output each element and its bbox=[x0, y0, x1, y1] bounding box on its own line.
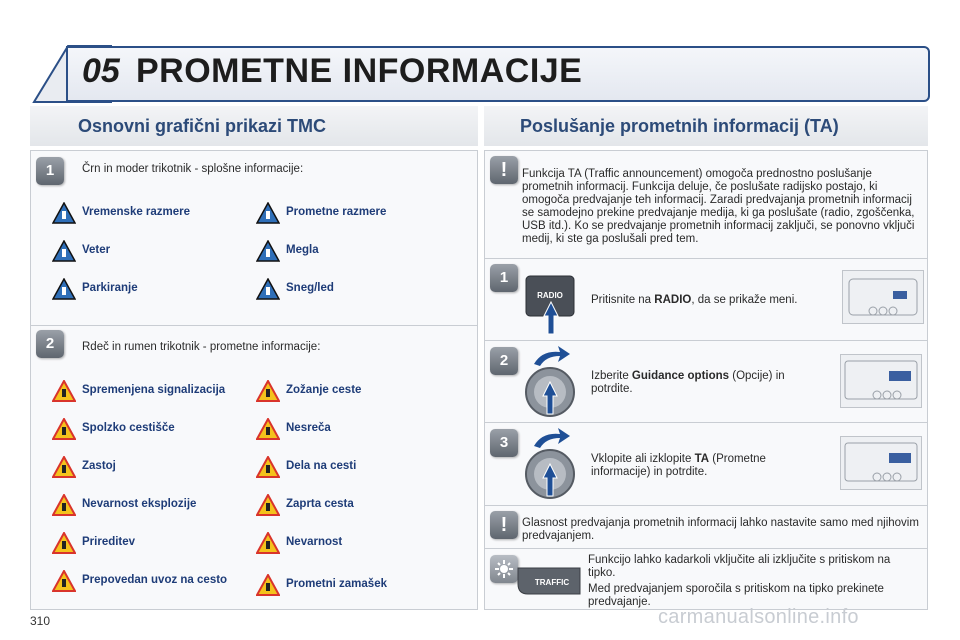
step-badge-2: 2 bbox=[36, 330, 64, 358]
sign-label: Prepovedan uvoz na cesto bbox=[82, 574, 228, 586]
accident-sign-icon bbox=[256, 418, 280, 440]
info-sign-icon bbox=[256, 202, 280, 224]
weather-sign-icon bbox=[52, 202, 76, 224]
ta-step-badge-1: 1 bbox=[490, 264, 518, 292]
ta-divider bbox=[484, 340, 928, 341]
sign-label: Spolzko cestišče bbox=[82, 422, 175, 434]
traffic-jam-sign-icon bbox=[52, 456, 76, 478]
sign-label: Prireditev bbox=[82, 536, 136, 548]
explosion-sign-icon bbox=[52, 494, 76, 516]
signal-change-sign-icon bbox=[52, 380, 76, 402]
ta-step-badge-2: 2 bbox=[490, 347, 518, 375]
traffic-text-2: Med predvajanjem sporočila s pritiskom na tipko prekinete predvajanje. bbox=[588, 583, 884, 608]
no-entry-sign-icon bbox=[52, 570, 76, 592]
dashboard-thumbnail bbox=[842, 270, 924, 324]
group1-intro: Črn in moder trikotnik - splošne informacije: bbox=[82, 163, 304, 175]
traffic-text-1: Funkcijo lahko kadarkoli vključite ali izključite s pritiskom na tipko. bbox=[588, 554, 891, 579]
road-narrowing-sign-icon bbox=[256, 380, 280, 402]
ta-divider bbox=[484, 422, 928, 423]
slippery-road-sign-icon bbox=[52, 418, 76, 440]
parking-sign-icon bbox=[52, 278, 76, 300]
ta-description: Funkcija TA (Traffic announcement) omogoča prednostno poslušanje prometnih informacij. Funkcija deluje, če poslušate radijsko postajo, ki omogoča predvajanje teh informacij. Zaradi predvajanja prometnih informacij se samodejno prekine predvajanje medija, ki ga poslušate (radio, zgoščenka, USB itd.). Ko se predvajanje prometnih informacij zaključi, se ponovno vključi medij, ki ste ga poslušali pred tem. bbox=[522, 168, 915, 245]
event-sign-icon bbox=[52, 532, 76, 554]
sign-label: Spremenjena signalizacija bbox=[82, 384, 226, 396]
page-number: 310 bbox=[30, 614, 51, 628]
ta-step-1-text: Pritisnite na RADIO, da se prikaže meni. bbox=[591, 294, 798, 306]
road-closed-sign-icon bbox=[256, 494, 280, 516]
ta-divider bbox=[484, 258, 928, 259]
sign-label: Sneg/led bbox=[286, 282, 334, 294]
left-section-bar bbox=[30, 106, 478, 146]
radio-button-icon[interactable] bbox=[524, 268, 578, 336]
page-title: PROMETNE INFORMACIJE bbox=[136, 52, 583, 90]
traffic-button-icon[interactable] bbox=[514, 562, 584, 598]
watermark: carmanualsonline.info bbox=[658, 606, 859, 628]
radio-button-label: RADIO bbox=[537, 291, 563, 300]
sign-label: Zožanje ceste bbox=[286, 384, 362, 396]
danger-sign-icon bbox=[256, 532, 280, 554]
sign-label: Prometni zamašek bbox=[286, 578, 387, 590]
ta-step-badge-3: 3 bbox=[490, 429, 518, 457]
sign-label: Nesreča bbox=[286, 422, 331, 434]
fog-sign-icon bbox=[256, 240, 280, 262]
roadworks-sign-icon bbox=[256, 456, 280, 478]
group2-intro: Rdeč in rumen trikotnik - prometne informacije: bbox=[82, 341, 321, 353]
sign-label: Vremenske razmere bbox=[82, 206, 191, 218]
step-badge-1: 1 bbox=[36, 157, 64, 185]
sign-label: Dela na cesti bbox=[286, 460, 357, 472]
chapter-number: 05 bbox=[82, 52, 120, 90]
sign-label: Nevarnost bbox=[286, 536, 343, 548]
sign-label: Zastoj bbox=[82, 460, 116, 472]
right-section-title: Poslušanje prometnih informacij (TA) bbox=[520, 116, 839, 136]
ta-divider bbox=[484, 505, 928, 506]
wind-sign-icon bbox=[52, 240, 76, 262]
right-section-bar bbox=[484, 106, 928, 146]
ta-step-3-text: Vklopite ali izklopite TA (Prometne informacije) in potrdite. bbox=[591, 453, 766, 478]
sign-label: Zaprta cesta bbox=[286, 498, 354, 510]
traffic-button-label: TRAFFIC bbox=[534, 578, 570, 587]
dashboard-thumbnail bbox=[840, 436, 922, 490]
snow-sign-icon bbox=[256, 278, 280, 300]
sign-label: Megla bbox=[286, 244, 319, 256]
sign-label: Veter bbox=[82, 244, 111, 256]
rotary-knob-icon[interactable] bbox=[520, 426, 584, 502]
sign-label: Nevarnost eksplozije bbox=[82, 498, 197, 510]
volume-warning-badge: ! bbox=[490, 511, 518, 539]
volume-note: Glasnost predvajanja prometnih informacij lahko nastavite samo med njihovim predvajanjem. bbox=[522, 517, 919, 542]
congestion-sign-icon bbox=[256, 574, 280, 596]
ta-step-2-text: Izberite Guidance options (Opcije) in potrdite. bbox=[591, 370, 785, 395]
warning-badge: ! bbox=[490, 156, 518, 184]
panel-divider bbox=[30, 325, 478, 326]
left-section-title: Osnovni grafični prikazi TMC bbox=[78, 116, 327, 136]
rotary-knob-icon[interactable] bbox=[520, 344, 584, 420]
sign-label: Prometne razmere bbox=[286, 206, 387, 218]
ta-divider bbox=[484, 548, 928, 549]
sign-label: Parkiranje bbox=[82, 282, 138, 294]
dashboard-thumbnail bbox=[840, 354, 922, 408]
